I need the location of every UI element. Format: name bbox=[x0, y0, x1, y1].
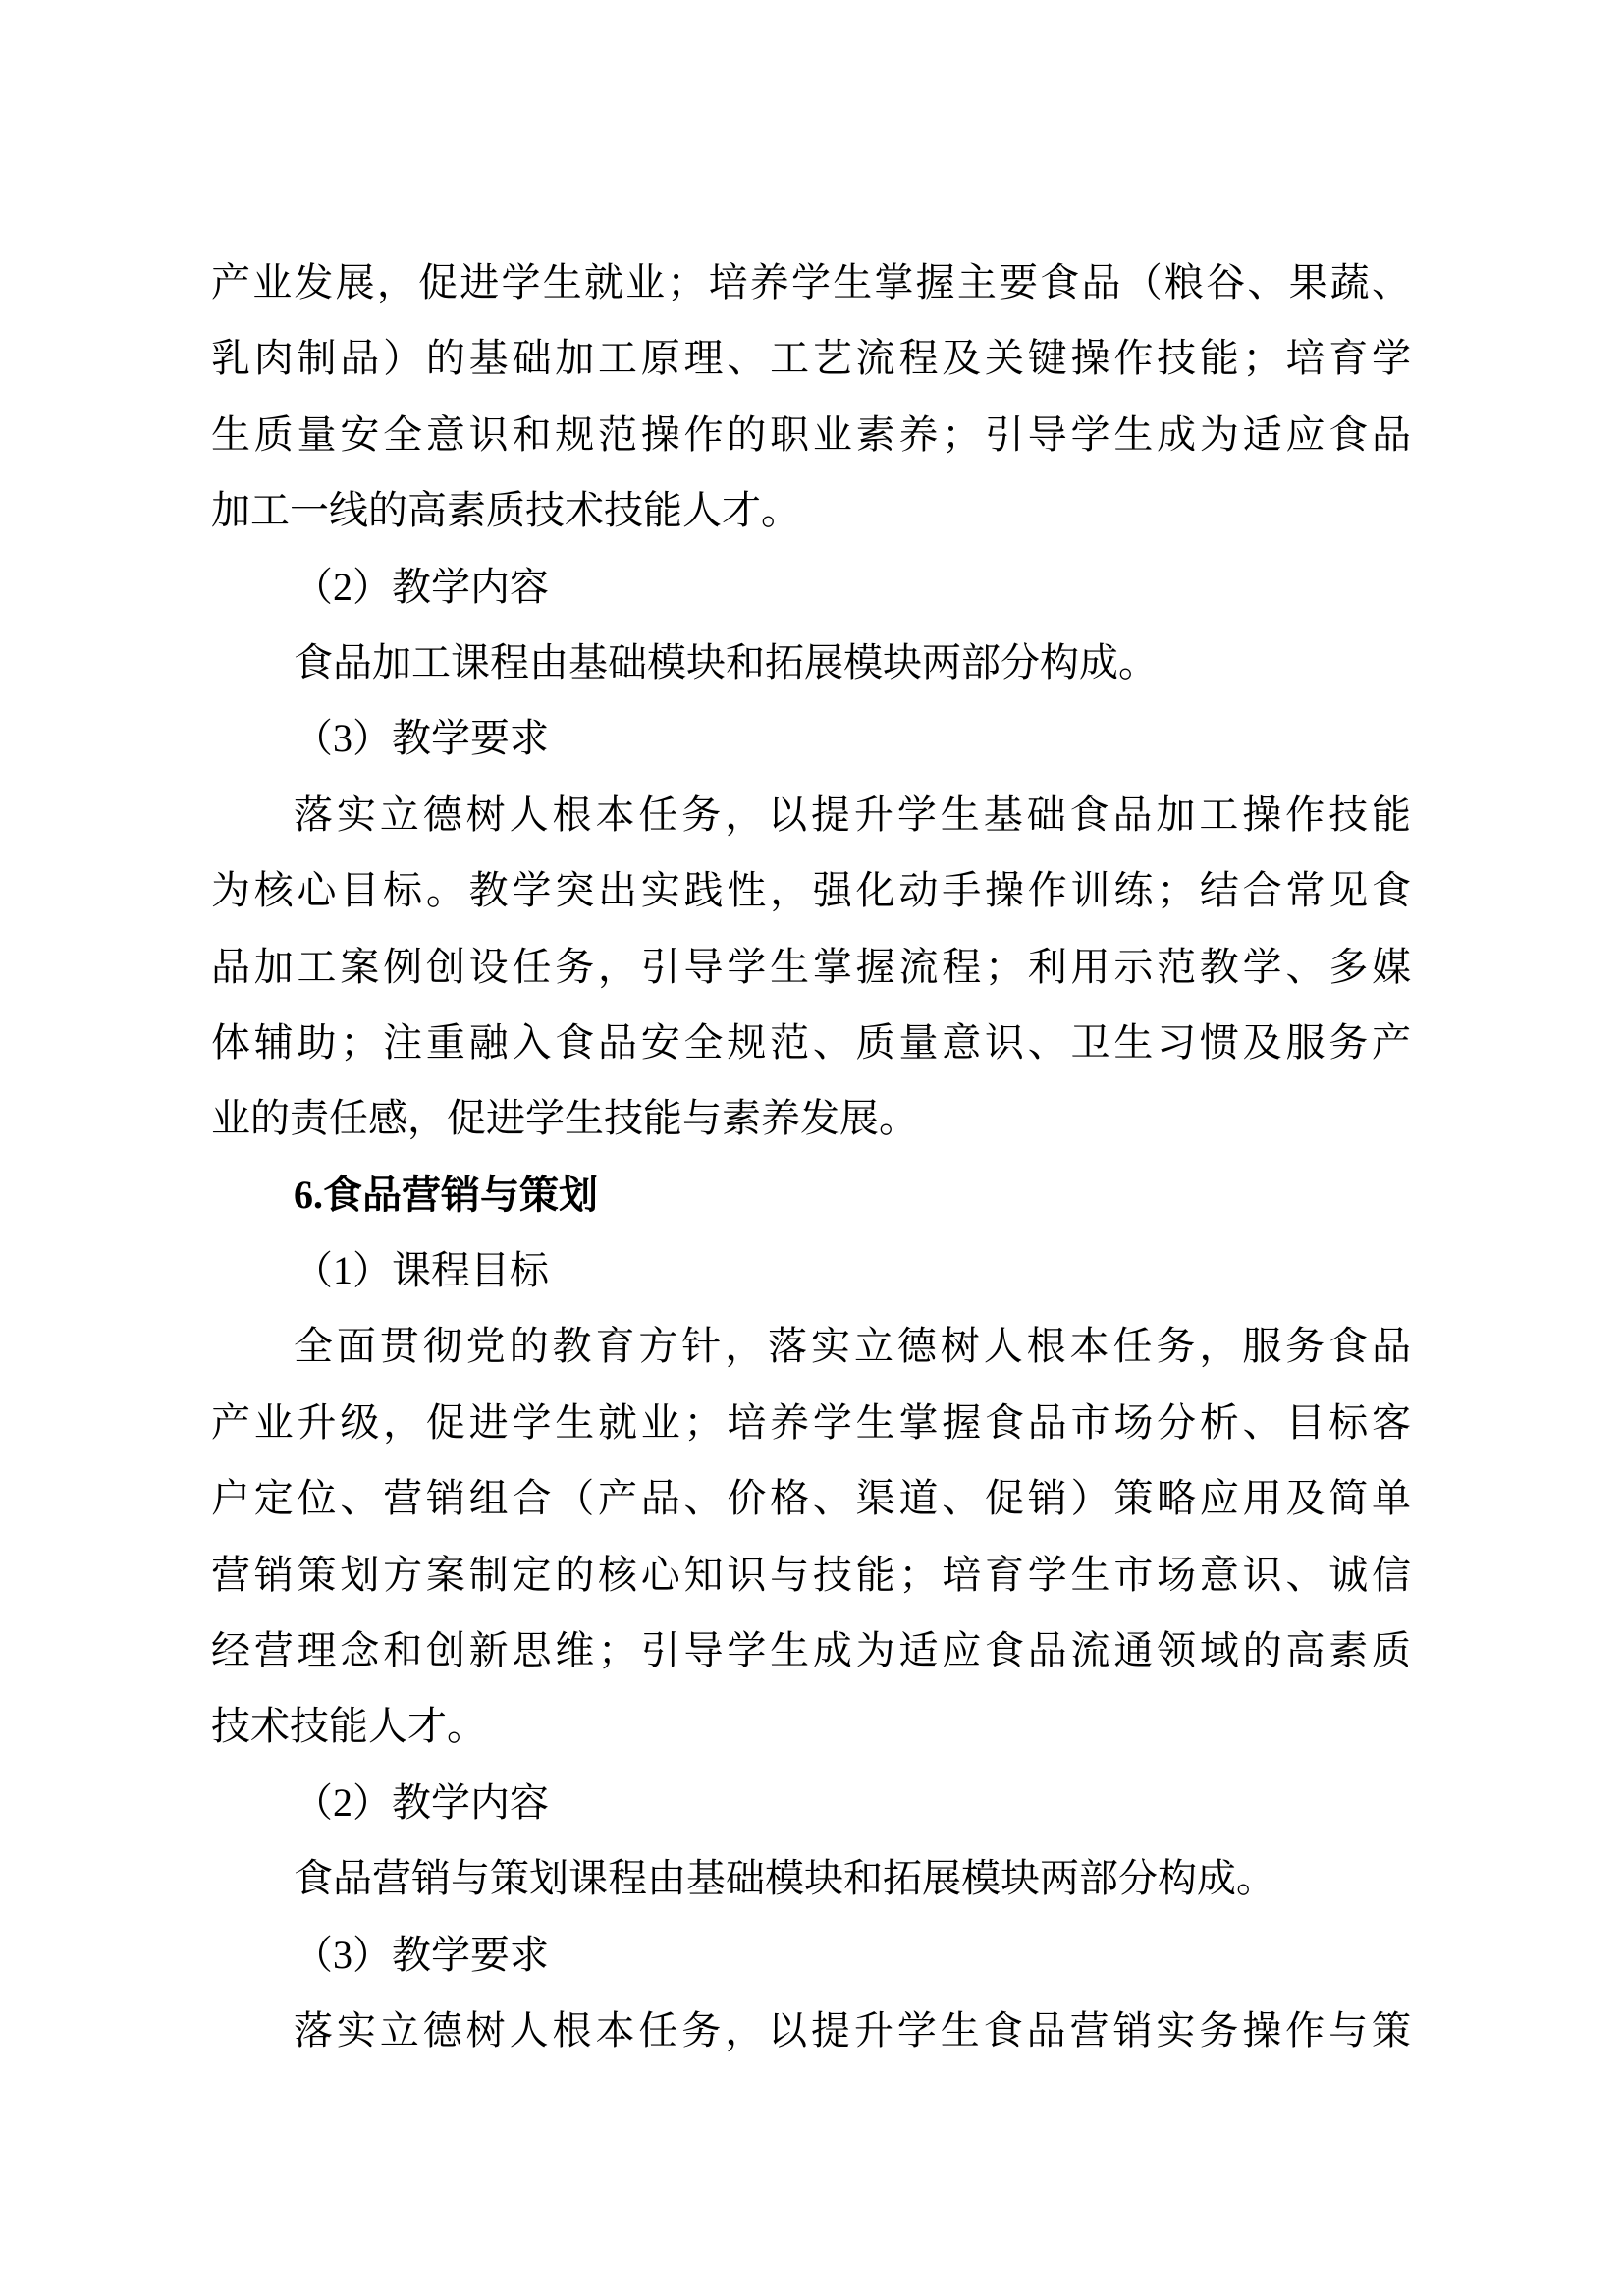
text-line: 品加工案例创设任务，引导学生掌握流程；利用示范教学、多媒 bbox=[211, 944, 1411, 989]
text-line: 体辅助；注重融入食品安全规范、质量意识、卫生习惯及服务产 bbox=[211, 1019, 1411, 1065]
section-heading: 6.食品营销与策划 bbox=[294, 1172, 598, 1217]
text-line: （2）教学内容 bbox=[294, 564, 549, 609]
text-line: 乳肉制品）的基础加工原理、工艺流程及关键操作技能；培育学 bbox=[211, 336, 1411, 381]
text-line: 生质量安全意识和规范操作的职业素养；引导学生成为适应食品 bbox=[211, 411, 1411, 457]
document-body bbox=[211, 245, 1411, 2068]
text-line: 产业发展，促进学生就业；培养学生掌握主要食品（粮谷、果蔬、 bbox=[211, 260, 1411, 304]
text-line: 技术技能人才。 bbox=[211, 1704, 486, 1749]
text-line: 加工一线的高素质技术技能人才。 bbox=[211, 488, 800, 533]
text-line: 食品加工课程由基础模块和拓展模块两部分构成。 bbox=[294, 639, 1158, 684]
text-line: 产业升级，促进学生就业；培养学生掌握食品市场分析、目标客 bbox=[211, 1399, 1411, 1445]
text-line: 落实立德树人根本任务，以提升学生食品营销实务操作与策 bbox=[294, 2007, 1411, 2052]
text-line: 为核心目标。教学突出实践性，强化动手操作训练；结合常见食 bbox=[211, 868, 1411, 913]
text-line: （2）教学内容 bbox=[294, 1779, 549, 1825]
text-line: 全面贯彻党的教育方针，落实立德树人根本任务，服务食品 bbox=[294, 1324, 1411, 1369]
text-line: 业的责任感，促进学生技能与素养发展。 bbox=[211, 1096, 918, 1141]
text-line: （1）课程目标 bbox=[294, 1248, 549, 1293]
text-line: 食品营销与策划课程由基础模块和拓展模块两部分构成。 bbox=[294, 1856, 1275, 1901]
text-line: （3）教学要求 bbox=[294, 716, 549, 761]
text-line: 落实立德树人根本任务，以提升学生基础食品加工操作技能 bbox=[294, 792, 1411, 837]
text-line: 经营理念和创新思维；引导学生成为适应食品流通领域的高素质 bbox=[211, 1628, 1411, 1673]
text-line: 户定位、营销组合（产品、价格、渠道、促销）策略应用及简单 bbox=[211, 1476, 1411, 1521]
text-line: 营销策划方案制定的核心知识与技能；培育学生市场意识、诚信 bbox=[211, 1552, 1411, 1597]
text-line: （3）教学要求 bbox=[294, 1932, 549, 1977]
